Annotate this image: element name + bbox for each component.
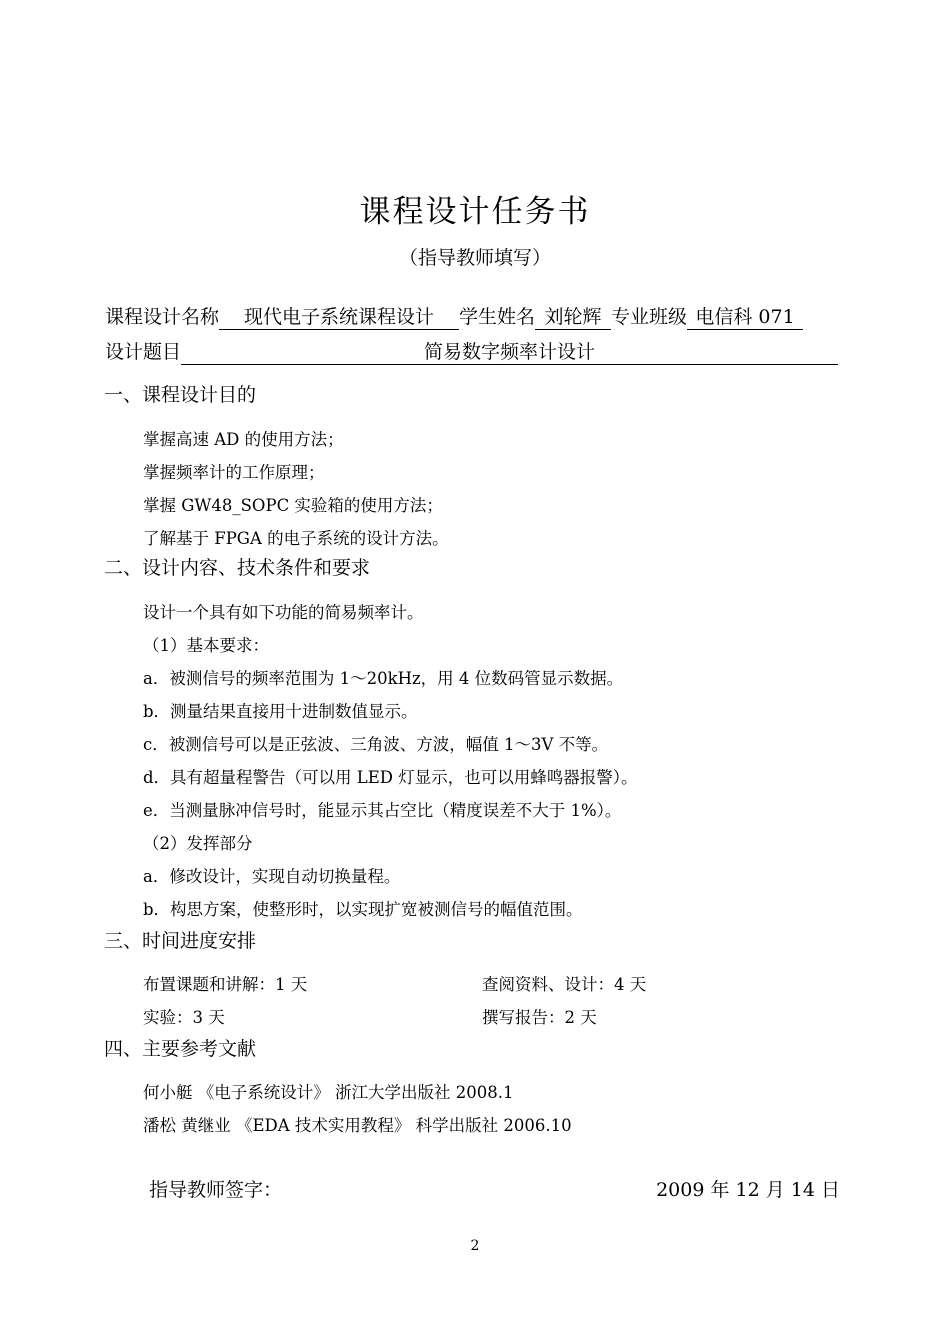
list-item: a．被测信号的频率范围为 1～20kHz，用 4 位数码管显示数据。 (143, 669, 624, 688)
section-heading-schedule: 三、时间进度安排 (104, 930, 257, 952)
class-value: 电信科 071 (687, 305, 803, 330)
list-item: 掌握 GW48_SOPC 实验箱的使用方法； (143, 496, 443, 515)
schedule-item: 撰写报告：2 天 (482, 1008, 597, 1027)
student-name-value: 刘轮辉 (535, 305, 611, 330)
reference-item: 何小艇 《电子系统设计》 浙江大学出版社 2008.1 (143, 1083, 514, 1102)
class-label: 专业班级 (611, 306, 688, 328)
list-item: b．测量结果直接用十进制数值显示。 (143, 702, 418, 721)
list-item: 掌握高速 AD 的使用方法； (143, 430, 344, 449)
schedule-item: 布置课题和讲解：1 天 (143, 975, 308, 994)
list-item: （2）发挥部分 (143, 834, 253, 853)
course-info-line (105, 302, 803, 330)
list-item: d．具有超量程警告（可以用 LED 灯显示，也可以用蜂鸣器报警）。 (143, 768, 638, 787)
topic-label: 设计题目 (105, 341, 182, 363)
signature-date: 2009 年 12 月 14 日 (656, 1179, 840, 1201)
topic-line (105, 337, 838, 365)
list-item: （1）基本要求： (143, 636, 269, 655)
page-title: 课程设计任务书 (359, 194, 591, 230)
schedule-item: 实验：3 天 (143, 1008, 225, 1027)
list-item: a．修改设计，实现自动切换量程。 (143, 867, 401, 886)
list-item: 设计一个具有如下功能的简易频率计。 (143, 603, 424, 622)
topic-value: 简易数字频率计设计 (181, 340, 838, 365)
reference-item: 潘松 黄继业 《EDA 技术实用教程》 科学出版社 2006.10 (143, 1116, 572, 1135)
list-item: b．构思方案，使整形时，以实现扩宽被测信号的幅值范围。 (143, 900, 583, 919)
signature-label: 指导教师签字： (149, 1179, 283, 1201)
list-item: 了解基于 FPGA 的电子系统的设计方法。 (143, 529, 449, 548)
section-heading-references: 四、主要参考文献 (104, 1038, 257, 1060)
schedule-item: 查阅资料、设计：4 天 (482, 975, 647, 994)
list-item: e．当测量脉冲信号时，能显示其占空比（精度误差不大于 1%）。 (143, 801, 622, 820)
list-item: 掌握频率计的工作原理； (143, 463, 325, 482)
section-heading-content: 二、设计内容、技术条件和要求 (104, 557, 371, 579)
section-heading-purpose: 一、课程设计目的 (104, 384, 257, 406)
page-subtitle: （指导教师填写） (398, 247, 551, 269)
course-name-value: 现代电子系统课程设计 (219, 305, 459, 330)
page-number: 2 (470, 1238, 480, 1254)
student-name-label: 学生姓名 (459, 306, 536, 328)
list-item: c．被测信号可以是正弦波、三角波、方波，幅值 1～3V 不等。 (143, 735, 609, 754)
course-name-label: 课程设计名称 (105, 306, 220, 328)
